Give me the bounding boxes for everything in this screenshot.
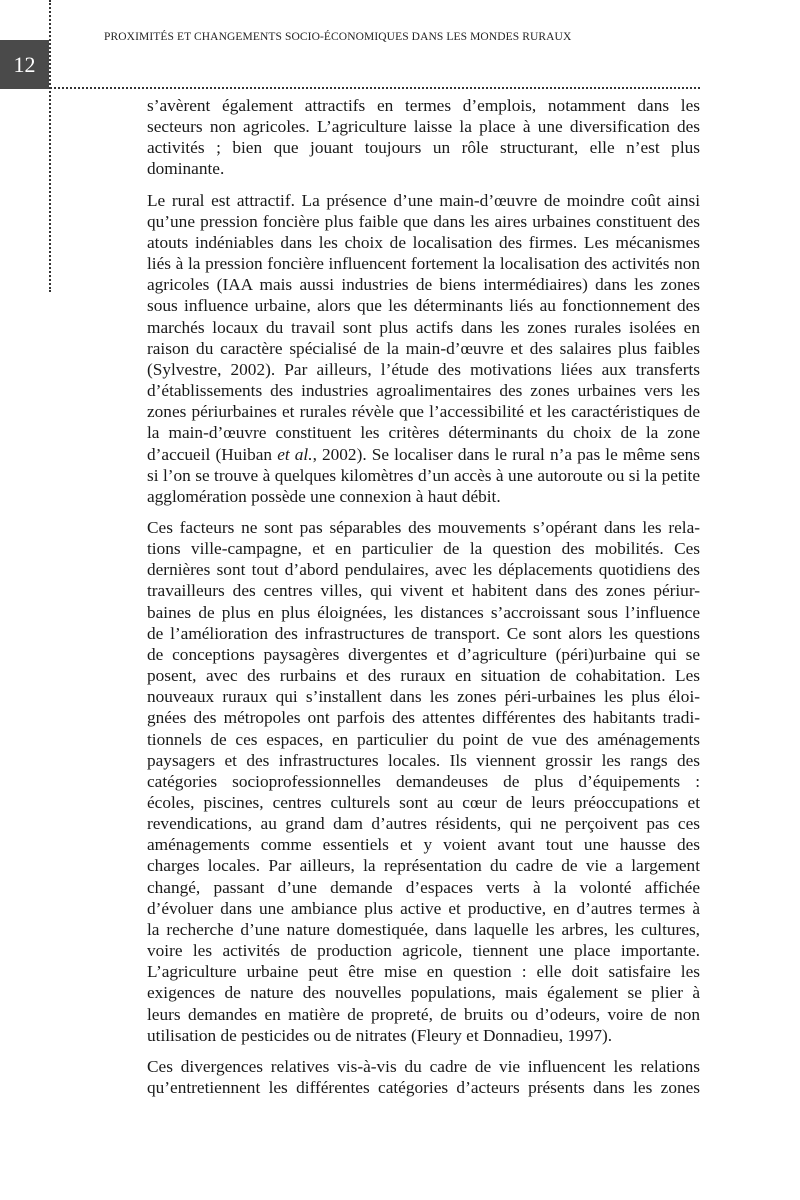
- text-line: liés à la pression foncière influencent fortement la localisation des activités non: [147, 254, 700, 274]
- text-line: de l’amélioration des infrastructures de transport. Ce sont alors les questions: [147, 623, 700, 643]
- text-line: si l’on se trouve à quelques kilomètres d’un accès à une autoroute ou si la petite: [147, 465, 700, 485]
- text-line: d’évoluer dans une ambiance plus active et productive, en d’autres termes à: [147, 898, 700, 918]
- text-line: la main-d’œuvre constituent les critères déterminants du choix de la zone: [147, 423, 700, 443]
- text-line: exigences de nature des nouvelles populations, mais également se plier à: [147, 983, 700, 1003]
- text-line: nouveaux ruraux qui s’installent dans les zones péri-urbaines les plus éloi-: [147, 687, 700, 707]
- text-line: gnées des métropoles ont parfois des attentes différentes des habitants tradi-: [147, 708, 700, 728]
- text-line: voire les activités de production agricole, tiennent une place importante.: [147, 941, 700, 961]
- text-line: tionnels de ces espaces, en particulier du point de vue des aménagements: [147, 729, 700, 749]
- text-line: dominante.: [147, 159, 225, 179]
- text-line: écoles, piscines, centres culturels sont au cœur de leurs préoccupations et: [147, 793, 700, 812]
- text-line: Ces facteurs ne sont pas séparables des mouvements s’opérant dans les rela-: [147, 517, 700, 537]
- text-line: la recherche d’une nature domestiquée, dans laquelle les arbres, les cultures,: [147, 919, 700, 939]
- text-line: Le rural est attractif. La présence d’une main-d’œuvre de moindre coût ainsi: [147, 190, 700, 210]
- text-line: charges locales. Par ailleurs, la représentation du cadre de vie a largement: [147, 856, 700, 876]
- paragraph: [147, 517, 700, 1046]
- text-line: raison du caractère spécialisé de la main-d’œuvre et des salaires plus faibles: [147, 338, 700, 358]
- text-line: atouts indéniables dans les choix de localisation des firmes. Les mécanismes: [147, 232, 700, 252]
- running-title: PROXIMITÉS ET CHANGEMENTS SOCIO-ÉCONOMIQUES DANS LES MONDES RURAUX: [104, 31, 572, 43]
- text-line: zones périurbaines et rurales révèle que l’accessibilité et les caractéristiques de: [147, 402, 700, 422]
- text-line: revendications, au grand dam d’autres résidents, qui ne perçoivent pas ces: [147, 814, 700, 834]
- body-text: [147, 95, 700, 1108]
- text-line: agricoles (IAA mais aussi industries de biens intermédiaires) dans les zones: [147, 275, 700, 295]
- margin-dotted-rule: [49, 0, 51, 292]
- text-line: sous influence urbaine, alors que les déterminants liés au fonctionnement des: [147, 296, 700, 316]
- text-line: d’accueil (Huiban et al., 2002). Se localiser dans le rural n’a pas le même sens: [147, 444, 700, 464]
- text-line: marchés locaux du travail sont plus actifs dans les zones rurales isolées en: [147, 317, 700, 337]
- text-line: (Sylvestre, 2002). Par ailleurs, l’étude des motivations liées aux transferts: [147, 359, 700, 379]
- text-line: posent, avec des rurbains et des ruraux en situation de cohabitation. Les: [147, 666, 700, 686]
- text-line: qu’une pression foncière plus faible que dans les aires urbaines constituent des: [147, 211, 700, 231]
- paragraph: [147, 95, 700, 180]
- text-line: secteurs non agricoles. L’agriculture laisse la place à une diversification des: [147, 117, 700, 137]
- text-line: leurs demandes en matière de propreté, de bruits ou d’odeurs, voire de non: [147, 1004, 700, 1024]
- text-line: activités ; bien que jouant toujours un rôle structurant, elle n’est plus: [147, 138, 700, 158]
- paragraph: [147, 1056, 700, 1098]
- text-line: qu’entretiennent les différentes catégories d’acteurs présents dans les zones: [147, 1078, 700, 1098]
- text-line: changé, passant d’une demande d’espaces verts à la volonté affichée: [147, 877, 700, 897]
- text-line: baines de plus en plus éloignées, les distances s’accroissant sous l’influence: [147, 602, 700, 622]
- text-line: aménagements comme essentiels et y voient avant tout une hausse des: [147, 835, 700, 855]
- text-line: dernières sont tout d’abord pendulaires, avec les déplacements quotidiens des: [147, 560, 700, 580]
- text-line: travailleurs des centres villes, qui vivent et habitent dans des zones périur-: [147, 581, 700, 601]
- text-line: de conceptions paysagères divergentes et d’agriculture (péri)urbaine qui se: [147, 644, 700, 664]
- text-line: L’agriculture urbaine peut être mise en question : elle doit satisfaire les: [147, 962, 700, 982]
- text-line: tions ville-campagne, et en particulier de la question des mobilités. Ces: [147, 539, 700, 559]
- text-line: utilisation de pesticides ou de nitrates (Fleury et Donnadieu, 1997).: [147, 1025, 613, 1045]
- paragraph: [147, 190, 700, 507]
- text-line: s’avèrent également attractifs en termes d’emplois, notamment dans les: [147, 96, 700, 115]
- text-line: catégories socioprofessionnelles demandeuses de plus d’équipements :: [147, 771, 700, 791]
- page-number: 12: [0, 40, 49, 89]
- text-line: agglomération possède une connexion à haut débit.: [147, 486, 501, 506]
- text-line: Ces divergences relatives vis-à-vis du cadre de vie influencent les relations: [147, 1056, 700, 1076]
- header-dotted-rule: [50, 87, 700, 89]
- text-line: paysagers et des infrastructures locales. Ils viennent grossir les rangs des: [147, 750, 700, 770]
- text-line: d’établissements des industries agroalimentaires des zones urbaines vers les: [147, 381, 700, 401]
